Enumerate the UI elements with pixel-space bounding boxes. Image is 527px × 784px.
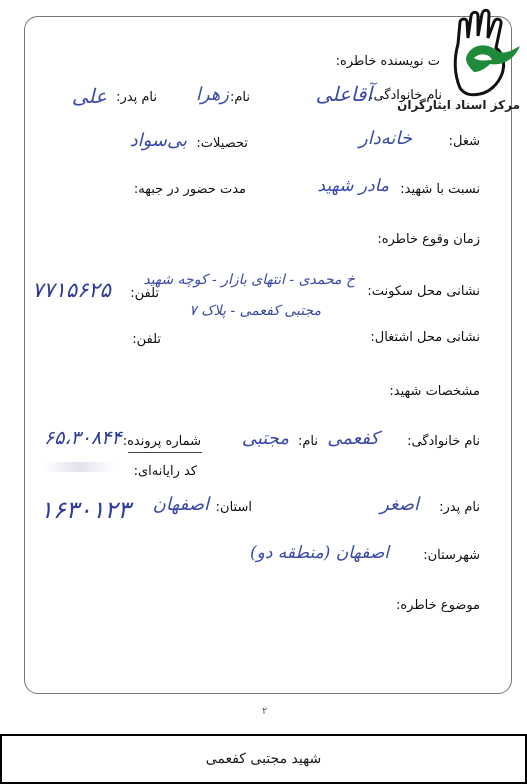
memory-form-sheet	[24, 16, 512, 694]
file-number-label: شماره پرونده:	[122, 434, 201, 449]
martyr-father-value: اصغر	[380, 494, 419, 515]
province-value: اصفهان	[152, 494, 209, 515]
file-number-underline	[128, 452, 202, 453]
topic-label: موضوع خاطره:	[395, 598, 480, 613]
writer-header: ت نویسنده خاطره:	[335, 54, 440, 69]
file-number-value: ۶۵،۳۰۸۴۴	[44, 427, 122, 449]
code-value: ۱۶۳۰۱۲۳	[40, 496, 131, 524]
writer-name-value: زهرا	[195, 84, 229, 105]
computer-code-label: کد رایانه‌ای:	[133, 464, 197, 479]
job-label: شغل:	[448, 134, 480, 149]
caption-box	[0, 734, 527, 784]
writer-father-value: علی	[71, 84, 107, 108]
home-phone-value: ۷۷۱۵۶۲۵	[32, 278, 111, 302]
martyr-family-value: کفعمی	[327, 428, 379, 449]
home-address-value-line1: خ محمدی - انتهای بازار - کوچه شهید	[143, 272, 355, 288]
martyr-name-value: مجتبی	[241, 428, 289, 449]
event-time-label: زمان وقوع خاطره:	[377, 232, 480, 247]
computer-code-smudge	[44, 462, 114, 472]
job-value: خانه‌دار	[359, 128, 412, 149]
martyr-header: مشخصات شهید:	[389, 384, 480, 399]
page-number: ۲	[262, 706, 268, 717]
writer-name-label: نام:	[229, 90, 250, 105]
martyr-family-label: نام خانوادگی:	[407, 434, 480, 449]
city-label: شهرستان:	[423, 548, 480, 563]
province-label: استان:	[215, 500, 252, 515]
writer-family-label: نام خانوادگی:	[369, 88, 442, 103]
relation-label: نسبت با شهید:	[400, 182, 480, 197]
caption-text: شهید مجتبی کفعمی	[205, 751, 322, 767]
hand-logo-icon	[440, 8, 524, 100]
education-value: بی‌سواد	[129, 130, 187, 151]
relation-value: مادر شهید	[317, 176, 389, 196]
martyr-name-label: نام:	[297, 434, 318, 449]
logo-text: مرکز اسناد ایثارگران	[397, 98, 520, 112]
martyr-father-label: نام پدر:	[439, 500, 480, 515]
work-phone-label: تلفن:	[132, 332, 161, 347]
front-duration-label: مدت حضور در جبهه:	[133, 182, 246, 197]
home-address-value-line2: مجتبی کفعمی - پلاک ۷	[189, 303, 321, 319]
writer-family-value: آقاعلی	[315, 82, 372, 106]
city-value: اصفهان (منطقه دو)	[249, 543, 389, 563]
home-phone-label: تلفن:	[130, 286, 159, 301]
education-label: تحصیلات:	[196, 136, 248, 151]
home-address-label: نشانی محل سکونت:	[367, 284, 480, 299]
work-address-label: نشانی محل اشتغال:	[370, 330, 480, 345]
writer-father-label: نام پدر:	[116, 90, 157, 105]
